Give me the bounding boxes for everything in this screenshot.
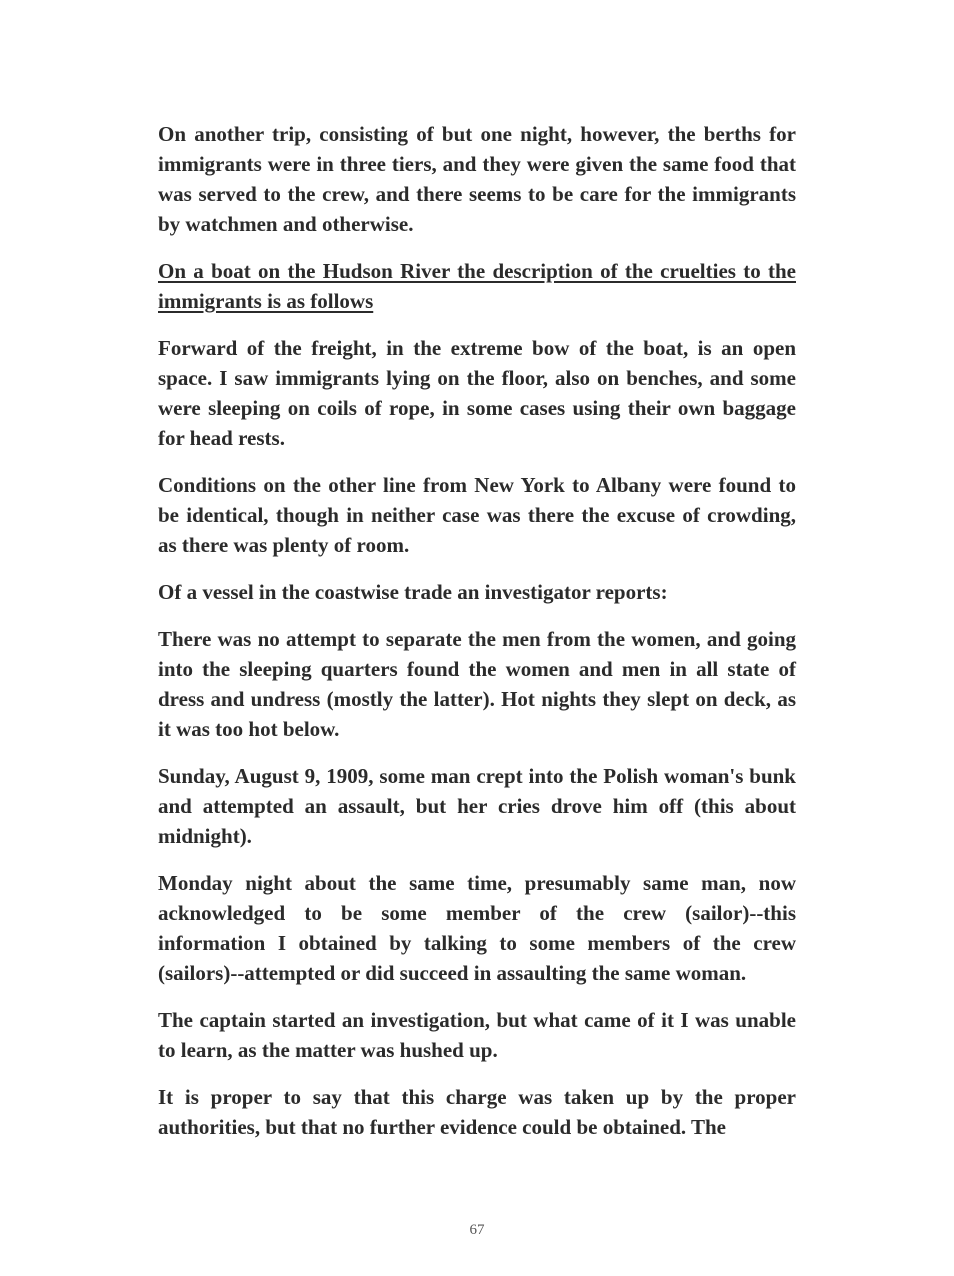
section-heading-hudson-river: On a boat on the Hudson River the description of the cruelties to the immigrants is as follows	[158, 259, 796, 313]
paragraph-monday-incident: Monday night about the same time, presumably same man, now acknowledged to be some member of the crew (sailor)--this information I obtained by talking to some members of the crew (sailors)--attempted or did succeed in assaulting the same woman.	[158, 871, 796, 985]
paragraph-albany-line: Conditions on the other line from New York to Albany were found to be identical, though in neither case was there the excuse of crowding, as there was plenty of room.	[158, 473, 796, 557]
paragraph-authorities: It is proper to say that this charge was taken up by the proper authorities, but that no further evidence could be obtained. The	[158, 1085, 796, 1139]
paragraph-coastwise-intro: Of a vessel in the coastwise trade an investigator reports:	[158, 580, 668, 604]
page-body	[158, 119, 796, 1159]
paragraph-bow-open-space: Forward of the freight, in the extreme bow of the boat, is an open space. I saw immigrants lying on the floor, also on benches, and some were sleeping on coils of rope, in some cases using their own baggage for head rests.	[158, 336, 796, 450]
paragraph-captain-investigation: The captain started an investigation, but what came of it I was unable to learn, as the matter was hushed up.	[158, 1008, 796, 1062]
paragraph-sunday-incident: Sunday, August 9, 1909, some man crept into the Polish woman's bunk and attempted an assault, but her cries drove him off (this about midnight).	[158, 764, 796, 848]
paragraph-berths: On another trip, consisting of but one night, however, the berths for immigrants were in three tiers, and they were given the same food that was served to the crew, and there seems to be care for the immigrants by watchmen and otherwise.	[158, 122, 796, 236]
page-number: 67	[469, 1222, 485, 1238]
paragraph-no-separation: There was no attempt to separate the men from the women, and going into the sleeping quarters found the women and men in all state of dress and undress (mostly the latter). Hot nights they slept on deck, as it was too hot below.	[158, 627, 796, 741]
